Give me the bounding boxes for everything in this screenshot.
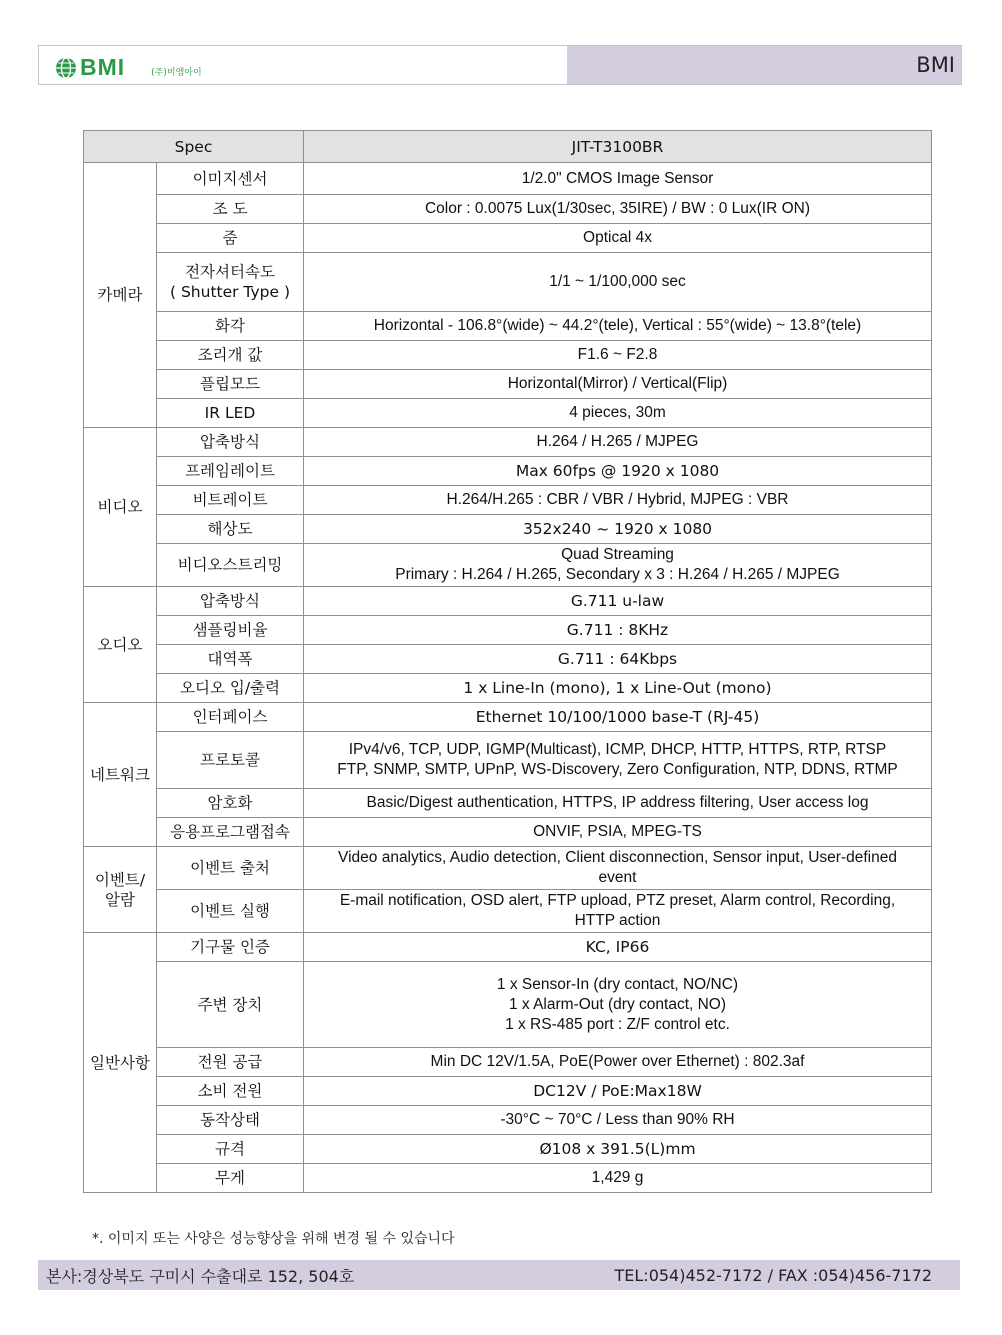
spec-label-cell: 전자셔터속도 ( Shutter Type ) bbox=[157, 253, 304, 312]
spec-value-cell: E-mail notification, OSD alert, FTP upload, PTZ preset, Alarm control, Recording, HTTP action bbox=[304, 890, 932, 933]
table-row bbox=[84, 544, 932, 587]
table-row bbox=[84, 933, 932, 962]
spec-table-body bbox=[84, 163, 932, 1193]
spec-label-cell: 이벤트 실행 bbox=[157, 890, 304, 933]
table-row bbox=[84, 224, 932, 253]
table-row bbox=[84, 486, 932, 515]
table-header-row bbox=[84, 131, 932, 163]
table-row bbox=[84, 1135, 932, 1164]
spec-value-cell: Horizontal - 106.8°(wide) ~ 44.2°(tele), Vertical : 55°(wide) ~ 13.8°(tele) bbox=[304, 312, 932, 341]
logo-text: BMI bbox=[80, 54, 126, 80]
logo-subtitle: (주)비엠아이 bbox=[151, 68, 202, 78]
category-cell: 이벤트/ 알람 bbox=[84, 847, 157, 933]
table-row bbox=[84, 428, 932, 457]
spec-value-cell: 1 x Sensor-In (dry contact, NO/NC) 1 x Alarm-Out (dry contact, NO) 1 x RS-485 port : Z/F control etc. bbox=[304, 962, 932, 1048]
table-row bbox=[84, 195, 932, 224]
header-logo-area bbox=[39, 46, 567, 84]
spec-value-cell: 1/1 ~ 1/100,000 sec bbox=[304, 253, 932, 312]
table-row bbox=[84, 674, 932, 703]
spec-label-cell: 프레임레이트 bbox=[157, 457, 304, 486]
spec-label-cell: 화각 bbox=[157, 312, 304, 341]
spec-label-cell: 동작상태 bbox=[157, 1106, 304, 1135]
spec-label-cell: 플립모드 bbox=[157, 370, 304, 399]
spec-value-cell: KC, IP66 bbox=[304, 933, 932, 962]
table-row bbox=[84, 253, 932, 312]
spec-value-cell: H.264 / H.265 / MJPEG bbox=[304, 428, 932, 457]
spec-label-cell: 규격 bbox=[157, 1135, 304, 1164]
spec-value-cell: Video analytics, Audio detection, Client disconnection, Sensor input, User-defined event bbox=[304, 847, 932, 890]
footer-address: 본사:경상북도 구미시 수출대로 152, 504호 bbox=[46, 1266, 355, 1286]
table-row bbox=[84, 163, 932, 195]
spec-value-cell: G.711 : 8KHz bbox=[304, 616, 932, 645]
footer-contact: TEL:054)452-7172 / FAX :054)456-7172 bbox=[614, 1265, 932, 1285]
spec-value-cell: Basic/Digest authentication, HTTPS, IP address filtering, User access log bbox=[304, 789, 932, 818]
spec-label-cell: 기구물 인증 bbox=[157, 933, 304, 962]
spec-value-cell: Horizontal(Mirror) / Vertical(Flip) bbox=[304, 370, 932, 399]
spec-value-cell: -30°C ~ 70°C / Less than 90% RH bbox=[304, 1106, 932, 1135]
table-row bbox=[84, 312, 932, 341]
spec-value-cell: Quad Streaming Primary : H.264 / H.265, Secondary x 3 : H.264 / H.265 / MJPEG bbox=[304, 544, 932, 587]
spec-value-cell: DC12V / PoE:Max18W bbox=[304, 1077, 932, 1106]
spec-value-cell: ONVIF, PSIA, MPEG-TS bbox=[304, 818, 932, 847]
spec-value-cell: 4 pieces, 30m bbox=[304, 399, 932, 428]
spec-value-cell: 1 x Line-In (mono), 1 x Line-Out (mono) bbox=[304, 674, 932, 703]
spec-label-cell: 대역폭 bbox=[157, 645, 304, 674]
spec-value-cell: G.711 : 64Kbps bbox=[304, 645, 932, 674]
table-row bbox=[84, 370, 932, 399]
globe-icon bbox=[55, 57, 77, 79]
table-row bbox=[84, 399, 932, 428]
spec-label-cell: 이미지센서 bbox=[157, 163, 304, 195]
table-row bbox=[84, 616, 932, 645]
spec-value-cell: Ø108 x 391.5(L)mm bbox=[304, 1135, 932, 1164]
spec-label-cell: 오디오 입/출력 bbox=[157, 674, 304, 703]
table-row bbox=[84, 1164, 932, 1193]
table-row bbox=[84, 587, 932, 616]
spec-value-cell: Max 60fps @ 1920 x 1080 bbox=[304, 457, 932, 486]
spec-label-cell: 암호화 bbox=[157, 789, 304, 818]
model-header: JIT-T3100BR bbox=[304, 131, 932, 163]
table-row bbox=[84, 457, 932, 486]
table-row bbox=[84, 962, 932, 1048]
spec-label-cell: 압축방식 bbox=[157, 428, 304, 457]
page-footer bbox=[38, 1260, 960, 1290]
page-header bbox=[38, 45, 962, 85]
table-row bbox=[84, 341, 932, 370]
header-brand: BMI bbox=[567, 46, 961, 84]
spec-value-cell: IPv4/v6, TCP, UDP, IGMP(Multicast), ICMP, DHCP, HTTP, HTTPS, RTP, RTSP FTP, SNMP, SMTP, UPnP, WS-Discovery, Zero Configuration, NTP, DDNS, RTMP bbox=[304, 732, 932, 789]
spec-value-cell: Min DC 12V/1.5A, PoE(Power over Ethernet) : 802.3af bbox=[304, 1048, 932, 1077]
spec-label-cell: 전원 공급 bbox=[157, 1048, 304, 1077]
category-cell: 오디오 bbox=[84, 587, 157, 703]
table-row bbox=[84, 703, 932, 732]
table-row bbox=[84, 732, 932, 789]
category-cell: 카메라 bbox=[84, 163, 157, 428]
spec-label-cell: 무게 bbox=[157, 1164, 304, 1193]
spec-header: Spec bbox=[84, 131, 304, 163]
spec-value-cell: Ethernet 10/100/1000 base-T (RJ-45) bbox=[304, 703, 932, 732]
table-row bbox=[84, 847, 932, 890]
spec-label-cell: 조 도 bbox=[157, 195, 304, 224]
spec-value-cell: Color : 0.0075 Lux(1/30sec, 35IRE) / BW : 0 Lux(IR ON) bbox=[304, 195, 932, 224]
spec-table bbox=[83, 130, 932, 1193]
spec-label-cell: 압축방식 bbox=[157, 587, 304, 616]
spec-value-cell: F1.6 ~ F2.8 bbox=[304, 341, 932, 370]
table-row bbox=[84, 1077, 932, 1106]
table-row bbox=[84, 515, 932, 544]
table-row bbox=[84, 645, 932, 674]
table-row bbox=[84, 890, 932, 933]
spec-label-cell: 샘플링비율 bbox=[157, 616, 304, 645]
spec-value-cell: H.264/H.265 : CBR / VBR / Hybrid, MJPEG : VBR bbox=[304, 486, 932, 515]
logo bbox=[55, 54, 202, 81]
spec-value-cell: Optical 4x bbox=[304, 224, 932, 253]
spec-value-cell: 1/2.0" CMOS Image Sensor bbox=[304, 163, 932, 195]
spec-label-cell: 비디오스트리밍 bbox=[157, 544, 304, 587]
spec-label-cell: 응용프로그램접속 bbox=[157, 818, 304, 847]
category-cell: 일반사항 bbox=[84, 933, 157, 1193]
table-row bbox=[84, 1106, 932, 1135]
category-cell: 네트워크 bbox=[84, 703, 157, 847]
table-row bbox=[84, 818, 932, 847]
table-row bbox=[84, 789, 932, 818]
category-cell: 비디오 bbox=[84, 428, 157, 587]
spec-value-cell: 1,429 g bbox=[304, 1164, 932, 1193]
footnote: *. 이미지 또는 사양은 성능향상을 위해 변경 될 수 있습니다 bbox=[92, 1231, 455, 1247]
spec-label-cell: 줌 bbox=[157, 224, 304, 253]
spec-label-cell: 조리개 값 bbox=[157, 341, 304, 370]
spec-label-cell: IR LED bbox=[157, 399, 304, 428]
spec-value-cell: G.711 u-law bbox=[304, 587, 932, 616]
spec-label-cell: 비트레이트 bbox=[157, 486, 304, 515]
spec-label-cell: 주변 장치 bbox=[157, 962, 304, 1048]
spec-label-cell: 프로토콜 bbox=[157, 732, 304, 789]
spec-label-cell: 소비 전원 bbox=[157, 1077, 304, 1106]
spec-value-cell: 352x240 ~ 1920 x 1080 bbox=[304, 515, 932, 544]
spec-label-cell: 해상도 bbox=[157, 515, 304, 544]
spec-label-cell: 이벤트 출처 bbox=[157, 847, 304, 890]
spec-label-cell: 인터페이스 bbox=[157, 703, 304, 732]
table-row bbox=[84, 1048, 932, 1077]
